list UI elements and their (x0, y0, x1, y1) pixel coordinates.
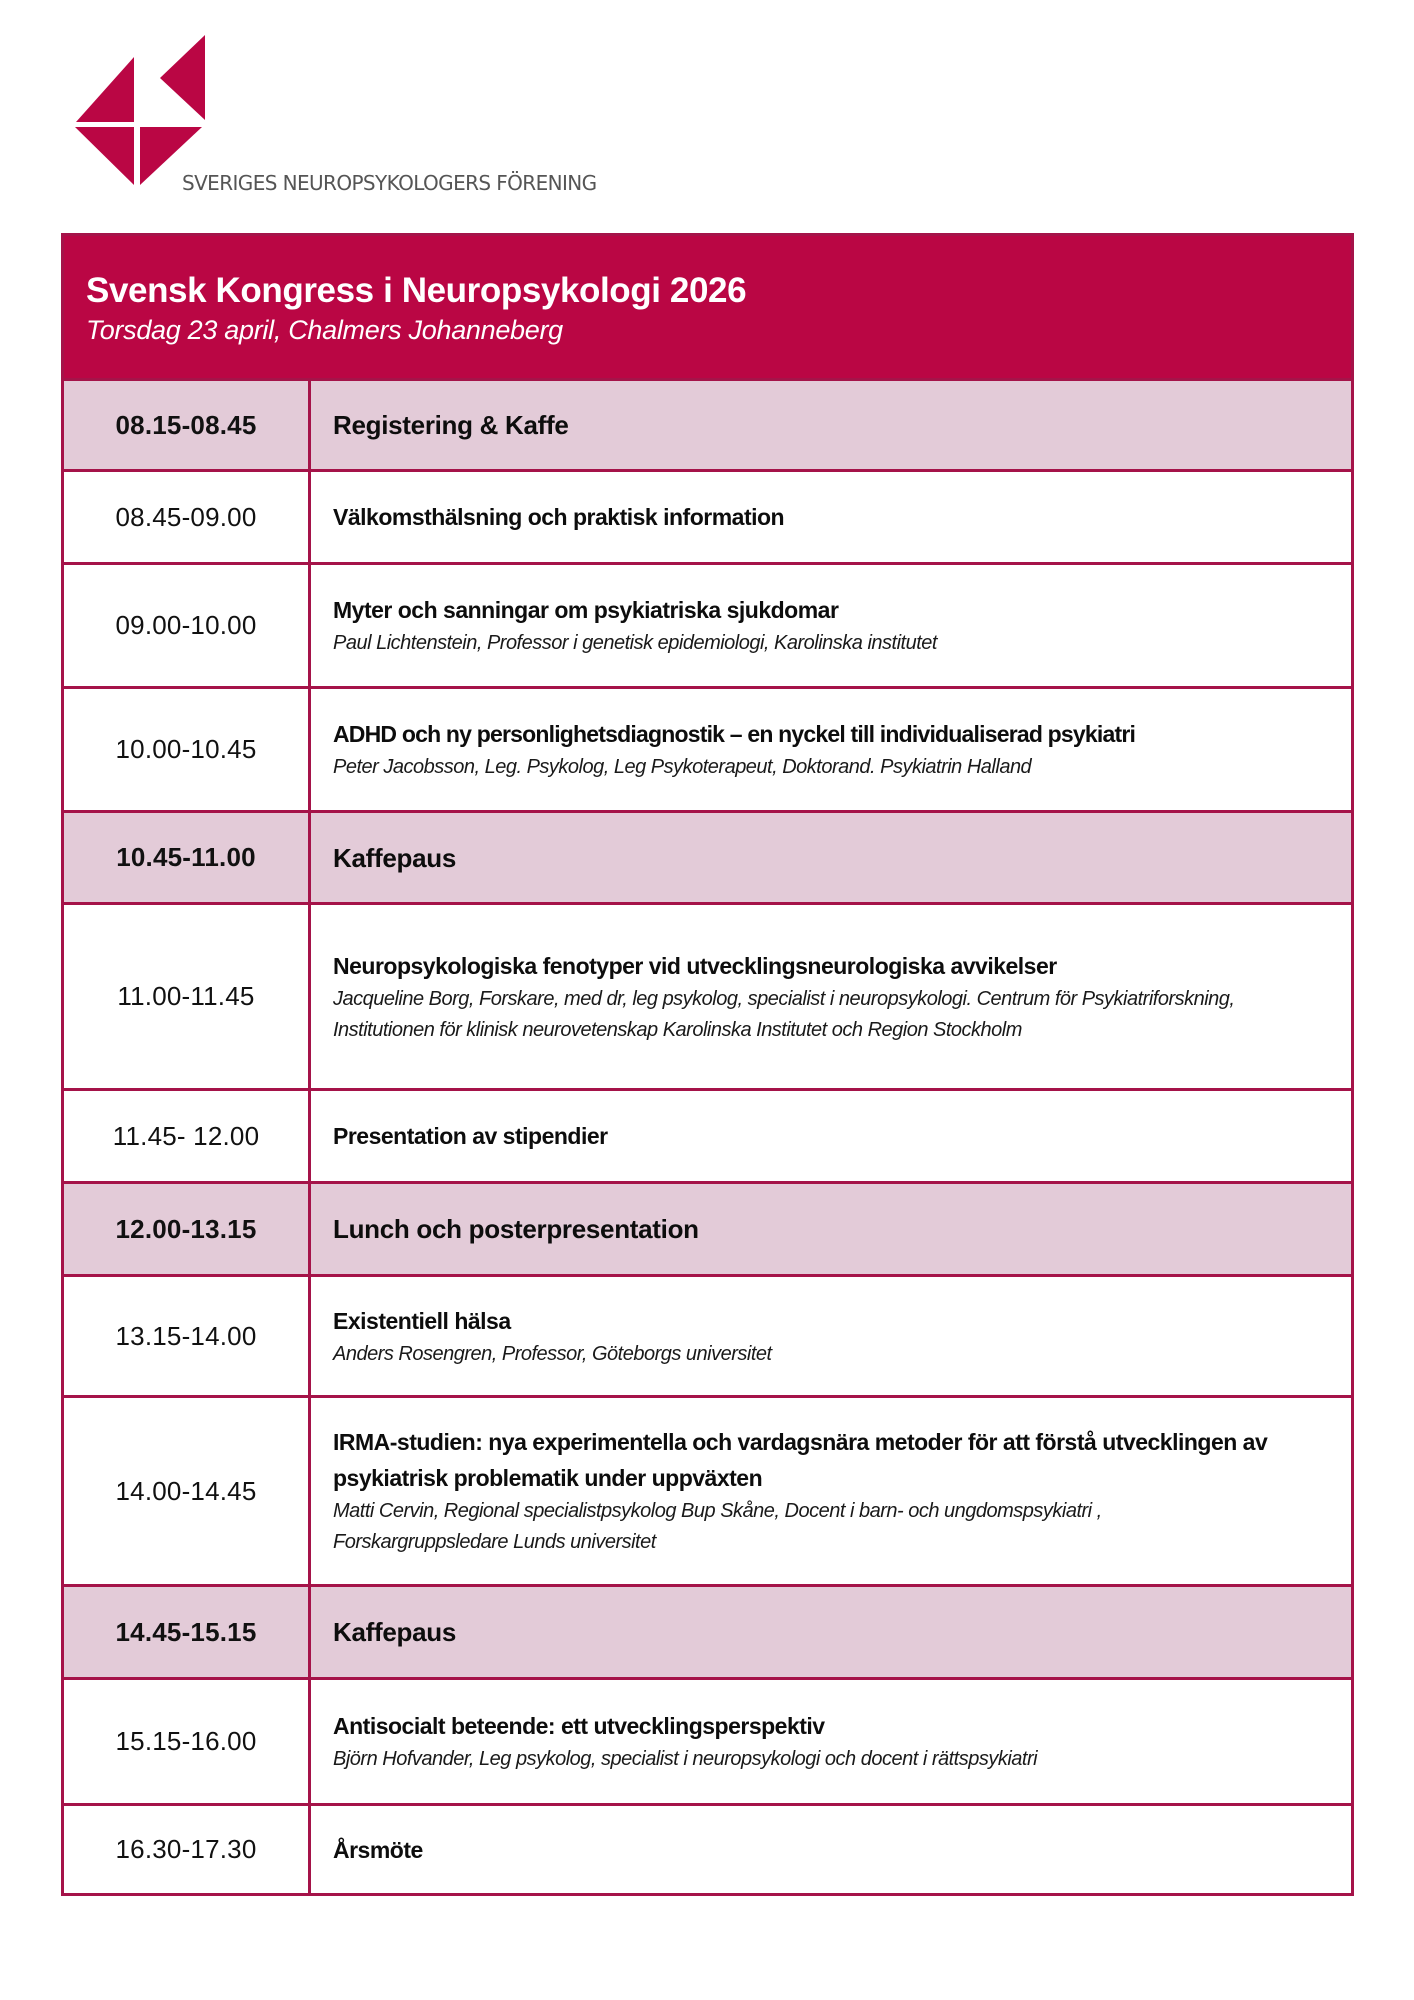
table-row (64, 686, 1351, 810)
session-cell (311, 1398, 1351, 1584)
logo-triangle-bottom-left (75, 127, 134, 185)
table-row (64, 1088, 1351, 1181)
session-title: IRMA-studien: nya experimentella och vardagsnära metoder för att förstå utvecklingen av psykiatrisk problematik under uppväxten (333, 1429, 1268, 1491)
session-title: Årsmöte (333, 1836, 423, 1863)
triangles-logo-icon (60, 25, 220, 195)
table-row (64, 1274, 1351, 1395)
session-title: Lunch och posterpresentation (333, 1214, 699, 1244)
session-time: 10.45-11.00 (64, 813, 311, 902)
session-title: ADHD och ny personlighetsdiagnostik – en nyckel till individualiserad psykiatri (333, 721, 1136, 747)
session-title: Neuropsykologiska fenotyper vid utvecklingsneurologiska avvikelser (333, 952, 1057, 979)
session-time: 08.15-08.45 (64, 381, 311, 469)
session-speaker: Peter Jacobsson, Leg. Psykolog, Leg Psykoterapeut, Doktorand. Psykiatrin Halland (333, 756, 1032, 778)
session-cell (311, 1277, 1351, 1395)
session-speaker: Anders Rosengren, Professor, Göteborgs universitet (333, 1342, 772, 1365)
session-cell (311, 905, 1351, 1088)
session-time: 14.45-15.15 (64, 1587, 311, 1677)
table-row (64, 1803, 1351, 1893)
session-title: Kaffepaus (333, 842, 456, 873)
session-time: 14.00-14.45 (64, 1398, 311, 1584)
program-table (61, 233, 1354, 1896)
organization-name: SVERIGES NEUROPSYKOLOGERS FÖRENING (182, 171, 597, 195)
session-cell (311, 1587, 1351, 1677)
session-time: 11.00-11.45 (64, 905, 311, 1088)
organization-logo (60, 25, 660, 205)
session-time: 16.30-17.30 (64, 1806, 311, 1893)
session-time: 10.00-10.45 (64, 689, 311, 810)
session-title: Kaffepaus (333, 1617, 456, 1647)
session-time: 13.15-14.00 (64, 1277, 311, 1395)
program-subtitle: Torsdag 23 april, Chalmers Johanneberg (86, 315, 563, 345)
session-cell (311, 1184, 1351, 1274)
session-cell (311, 381, 1351, 469)
session-cell (311, 472, 1351, 562)
session-cell (311, 565, 1351, 686)
table-row (64, 469, 1351, 562)
session-speaker: Paul Lichtenstein, Professor i genetisk epidemiologi, Karolinska institutet (333, 632, 937, 654)
session-time: 12.00-13.15 (64, 1184, 311, 1274)
table-row (64, 810, 1351, 902)
session-time: 08.45-09.00 (64, 472, 311, 562)
session-cell (311, 689, 1351, 810)
session-time: 09.00-10.00 (64, 565, 311, 686)
session-title: Registering & Kaffe (333, 410, 569, 440)
table-row (64, 1677, 1351, 1803)
program-header (64, 236, 1351, 378)
session-speaker: Matti Cervin, Regional specialistpsykolog Bup Skåne, Docent i barn- och ungdomspsykiatri , Forskargruppsledare Lunds universitet (333, 1500, 1102, 1553)
session-title: Välkomsthälsning och praktisk information (333, 504, 785, 530)
session-time: 11.45- 12.00 (64, 1091, 311, 1181)
table-row (64, 1181, 1351, 1274)
table-row (64, 562, 1351, 686)
session-title: Antisocialt beteende: ett utvecklingsperspektiv (333, 1713, 825, 1739)
session-cell (311, 1806, 1351, 1893)
session-title: Myter och sanningar om psykiatriska sjukdomar (333, 597, 839, 623)
session-cell (311, 1091, 1351, 1181)
table-row (64, 902, 1351, 1088)
session-cell (311, 1680, 1351, 1803)
session-time: 15.15-16.00 (64, 1680, 311, 1803)
session-speaker: Jacqueline Borg, Forskare, med dr, leg psykolog, specialist i neuropsykologi. Centrum för Psykiatriforskning, Institutionen för klinisk neurovetenskap Karolinska Institutet och Region Stockholm (333, 987, 1235, 1041)
table-row (64, 1584, 1351, 1677)
table-row (64, 1395, 1351, 1584)
session-title: Presentation av stipendier (333, 1123, 608, 1149)
session-title: Existentiell hälsa (333, 1307, 511, 1334)
logo-triangle-top-left (76, 57, 134, 122)
session-speaker: Björn Hofvander, Leg psykolog, specialist i neuropsykologi och docent i rättspsykiatri (333, 1748, 1038, 1770)
table-row (64, 378, 1351, 469)
logo-triangle-top-right (160, 35, 205, 120)
session-cell (311, 813, 1351, 902)
program-title: Svensk Kongress i Neuropsykologi 2026 (86, 271, 747, 310)
